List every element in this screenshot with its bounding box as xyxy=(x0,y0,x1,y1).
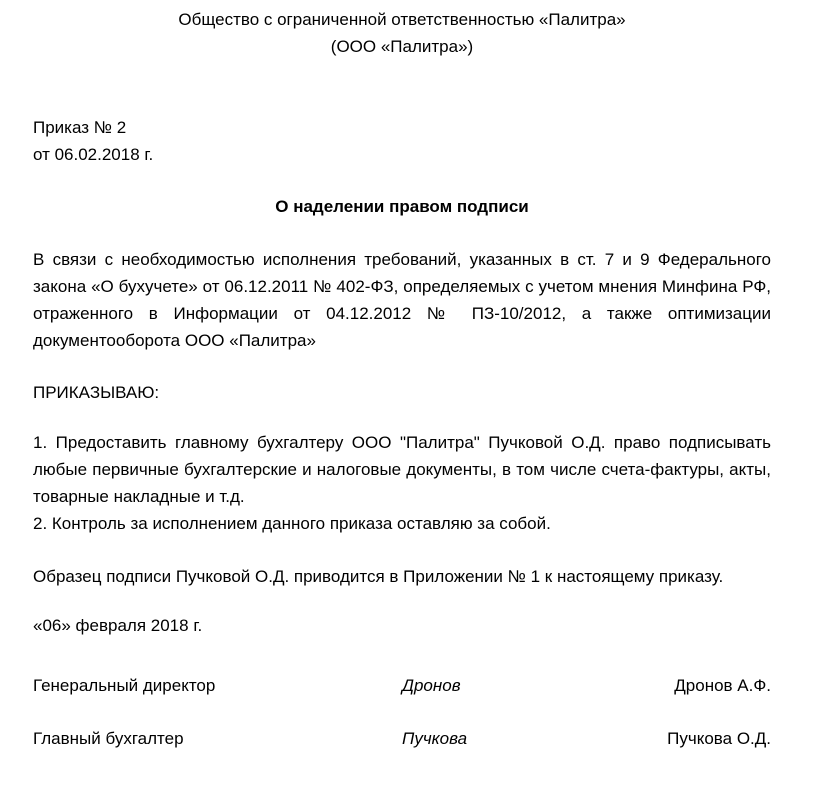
signature-handwriting-accountant: Пучкова xyxy=(402,729,468,748)
signature-row-director xyxy=(33,672,771,699)
order-header xyxy=(33,114,771,168)
signature-handwriting-director: Дронов xyxy=(402,676,461,695)
order-number: Приказ № 2 xyxy=(33,118,127,137)
signature-role-accountant: Главный бухгалтер xyxy=(33,729,184,748)
order-title: О наделении правом подписи xyxy=(275,197,529,216)
directive-list xyxy=(33,429,771,537)
signature-row-accountant xyxy=(33,725,771,752)
signature-fullname-director: Дронов А.Ф. xyxy=(674,676,771,695)
appendix-note: Образец подписи Пучковой О.Д. приводится в Приложении № 1 к настоящему приказу. xyxy=(33,567,724,586)
footer-date: «06» февраля 2018 г. xyxy=(33,616,203,635)
order-date: от 06.02.2018 г. xyxy=(33,145,154,164)
directive-heading: ПРИКАЗЫВАЮ: xyxy=(33,383,160,402)
signature-role-director: Генеральный директор xyxy=(33,676,216,695)
directive-item-1: 1. Предоставить главному бухгалтеру ООО "Палитра" Пучковой О.Д. право подписывать любые первичные бухгалтерские и налоговые документы, в том числе счета-фактуры, акты, товарные накладные и т.д. xyxy=(33,433,771,506)
preamble-paragraph: В связи с необходимостью исполнения требований, указанных в ст. 7 и 9 Федерального закона «О бухучете» от 06.12.2011 № 402-ФЗ, определяемых с учетом мнения Минфина РФ, отраженного в Информации от 04.12.2012 № ПЗ-10/2012, а также оптимизации документооборота ООО «Палитра» xyxy=(33,250,771,350)
signature-fullname-accountant: Пучкова О.Д. xyxy=(667,729,771,748)
directive-item-2: 2. Контроль за исполнением данного приказа оставляю за собой. xyxy=(33,514,551,533)
company-name-short: (ООО «Палитра») xyxy=(330,37,474,56)
company-name-full: Общество с ограниченной ответственностью «Палитра» xyxy=(178,10,626,29)
